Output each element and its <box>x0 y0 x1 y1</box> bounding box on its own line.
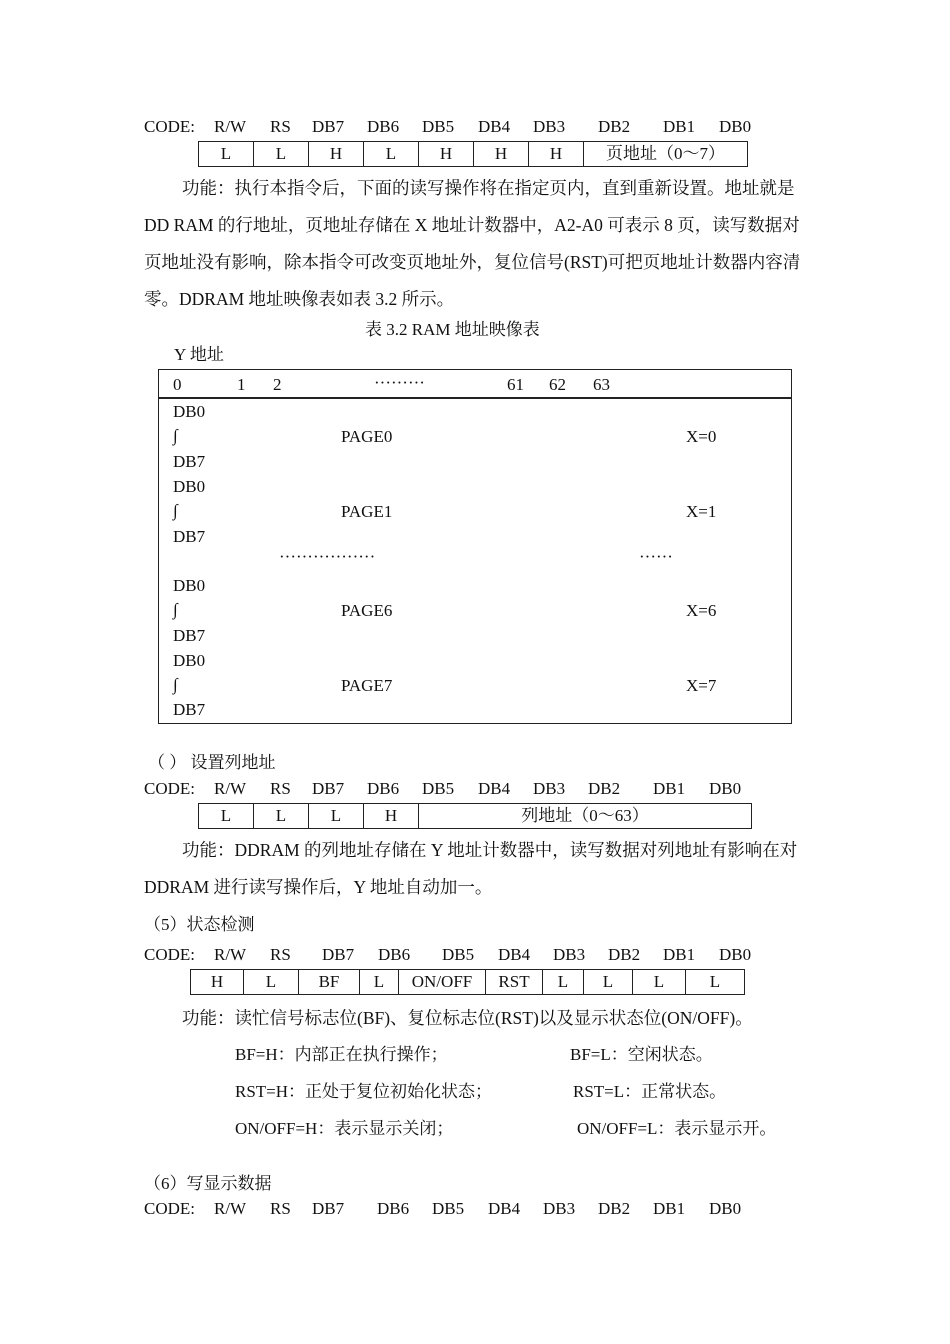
header-db3: DB3 <box>553 945 586 964</box>
header-db1: DB1 <box>663 117 696 136</box>
header-db0: DB0 <box>709 779 742 798</box>
note-rst-h: RST=H：正处于复位初始化状态； <box>235 1082 493 1101</box>
header-rw: R/W <box>214 117 247 136</box>
header-rs: RS <box>270 945 291 964</box>
bit-cell: H <box>309 142 364 167</box>
header-rs: RS <box>270 1199 291 1218</box>
header-db7: DB7 <box>312 779 345 798</box>
bit-cell: BF <box>299 970 360 995</box>
y-address-label: Y 地址 <box>174 345 224 364</box>
header-db0: DB0 <box>719 117 752 136</box>
status-heading: （5）状态检测 <box>144 915 255 934</box>
bit-cell: H <box>419 142 474 167</box>
header-db0: DB0 <box>719 945 752 964</box>
y-col-2: 2 <box>273 375 282 394</box>
page6-db-bottom: DB7 <box>173 626 206 645</box>
header-rw: R/W <box>214 779 247 798</box>
header-db4: DB4 <box>478 779 511 798</box>
set-page-function <box>144 170 808 318</box>
page7-x: X=7 <box>686 676 717 695</box>
y-col-0: 0 <box>173 375 182 394</box>
bit-cell: L <box>633 970 686 995</box>
header-db3: DB3 <box>543 1199 576 1218</box>
header-db5: DB5 <box>442 945 475 964</box>
set-column-function <box>144 832 808 906</box>
set-page-function-text: 功能：执行本指令后，下面的读写操作将在指定页内，直到重新设置。地址就是 DD RAM 的行地址，页地址存储在 X 地址计数器中，A2-A0 可表示 8 页，读写数据对页地址没有影响，除本指令可改变页地址外，复位信号(RST)可把页地址计数器内容清零。DDRAM 地址映像表如表 3.2 所示。 <box>144 178 801 309</box>
note-bf-h: BF=H：内部正在执行操作； <box>235 1045 448 1064</box>
page6-db-top: DB0 <box>173 576 206 595</box>
bit-cell: L <box>254 142 309 167</box>
page6-integral: ∫ <box>173 600 178 619</box>
bit-cell: L <box>254 804 309 829</box>
set-column-function-text: 功能：DDRAM 的列地址存储在 Y 地址计数器中，读写数据对列地址有影响在对 DDRAM 进行读写操作后，Y 地址自动加一。 <box>144 840 798 897</box>
page0-integral: ∫ <box>173 426 178 445</box>
header-db5: DB5 <box>422 117 455 136</box>
header-db6: DB6 <box>367 779 400 798</box>
header-db2: DB2 <box>598 1199 631 1218</box>
header-db5: DB5 <box>422 779 455 798</box>
page1-db-top: DB0 <box>173 477 206 496</box>
page1-integral: ∫ <box>173 501 178 520</box>
page0-db-bottom: DB7 <box>173 452 206 471</box>
pages-ellipsis-right: ······ <box>639 547 673 566</box>
set-column-code-header <box>144 779 764 799</box>
page0-label: PAGE0 <box>341 427 393 446</box>
header-rs: RS <box>270 117 291 136</box>
bit-cell: RST <box>486 970 543 995</box>
header-db7: DB7 <box>312 1199 345 1218</box>
bit-cell: L <box>364 142 419 167</box>
note-onoff-l: ON/OFF=L：表示显示开。 <box>577 1119 777 1138</box>
header-db4: DB4 <box>498 945 531 964</box>
header-db1: DB1 <box>653 1199 686 1218</box>
header-db4: DB4 <box>488 1199 521 1218</box>
bit-cell: H <box>474 142 529 167</box>
header-db4: DB4 <box>478 117 511 136</box>
column-address-cell: 列地址（0～63） <box>419 804 752 829</box>
page7-label: PAGE7 <box>341 676 393 695</box>
note-rst-l: RST=L：正常状态。 <box>573 1082 727 1101</box>
y-col-61: 61 <box>507 375 524 394</box>
status-function-text: 功能：读忙信号标志位(BF)、复位标志位(RST)以及显示状态位(ON/OFF)。 <box>182 1008 753 1028</box>
header-db3: DB3 <box>533 117 566 136</box>
set-column-heading: （ ） 设置列地址 <box>148 753 276 772</box>
header-db7: DB7 <box>312 117 345 136</box>
page-address-cell: 页地址（0～7） <box>584 142 748 167</box>
status-bit-table <box>190 969 745 995</box>
page7-integral: ∫ <box>173 675 178 694</box>
bit-cell: L <box>584 970 633 995</box>
set-page-bit-table <box>198 141 748 167</box>
ram-address-map-table <box>158 369 792 724</box>
code-label: CODE: <box>144 1199 195 1218</box>
write-data-heading: （6）写显示数据 <box>144 1174 272 1193</box>
bit-cell: H <box>529 142 584 167</box>
header-db2: DB2 <box>588 779 621 798</box>
header-rs: RS <box>270 779 291 798</box>
page7-db-top: DB0 <box>173 651 206 670</box>
y-col-62: 62 <box>549 375 566 394</box>
header-db6: DB6 <box>377 1199 410 1218</box>
pages-ellipsis-left: ················· <box>279 547 376 566</box>
table-caption: 表 3.2 RAM 地址映像表 <box>365 320 540 339</box>
bit-cell: L <box>360 970 399 995</box>
page6-x: X=6 <box>686 601 717 620</box>
page1-x: X=1 <box>686 502 717 521</box>
code-label: CODE: <box>144 945 195 964</box>
header-db2: DB2 <box>608 945 641 964</box>
bit-cell: L <box>244 970 299 995</box>
page0-db-top: DB0 <box>173 402 206 421</box>
page7-db-bottom: DB7 <box>173 700 206 719</box>
set-column-bit-table <box>198 803 752 829</box>
y-col-ellipsis: ········· <box>374 373 425 392</box>
bit-cell: L <box>543 970 584 995</box>
header-db1: DB1 <box>663 945 696 964</box>
write-data-code-header <box>144 1199 764 1219</box>
header-db0: DB0 <box>709 1199 742 1218</box>
header-db6: DB6 <box>378 945 411 964</box>
header-rw: R/W <box>214 1199 247 1218</box>
page1-db-bottom: DB7 <box>173 527 206 546</box>
page0-x: X=0 <box>686 427 717 446</box>
header-db2: DB2 <box>598 117 631 136</box>
header-db3: DB3 <box>533 779 566 798</box>
bit-cell: L <box>199 804 254 829</box>
code-label: CODE: <box>144 117 195 136</box>
status-code-header <box>144 945 764 965</box>
bit-cell: L <box>199 142 254 167</box>
y-address-header-row <box>159 370 791 399</box>
y-col-63: 63 <box>593 375 610 394</box>
page1-label: PAGE1 <box>341 502 393 521</box>
header-db7: DB7 <box>322 945 355 964</box>
bit-cell: L <box>686 970 745 995</box>
note-bf-l: BF=L：空闲状态。 <box>570 1045 713 1064</box>
note-onoff-h: ON/OFF=H：表示显示关闭； <box>235 1119 454 1138</box>
header-db1: DB1 <box>653 779 686 798</box>
bit-cell: H <box>191 970 244 995</box>
bit-cell: H <box>364 804 419 829</box>
header-rw: R/W <box>214 945 247 964</box>
code-label: CODE: <box>144 779 195 798</box>
header-db5: DB5 <box>432 1199 465 1218</box>
bit-cell: ON/OFF <box>399 970 486 995</box>
header-db6: DB6 <box>367 117 400 136</box>
y-col-1: 1 <box>237 375 246 394</box>
page6-label: PAGE6 <box>341 601 393 620</box>
bit-cell: L <box>309 804 364 829</box>
set-page-code-header <box>144 117 764 137</box>
